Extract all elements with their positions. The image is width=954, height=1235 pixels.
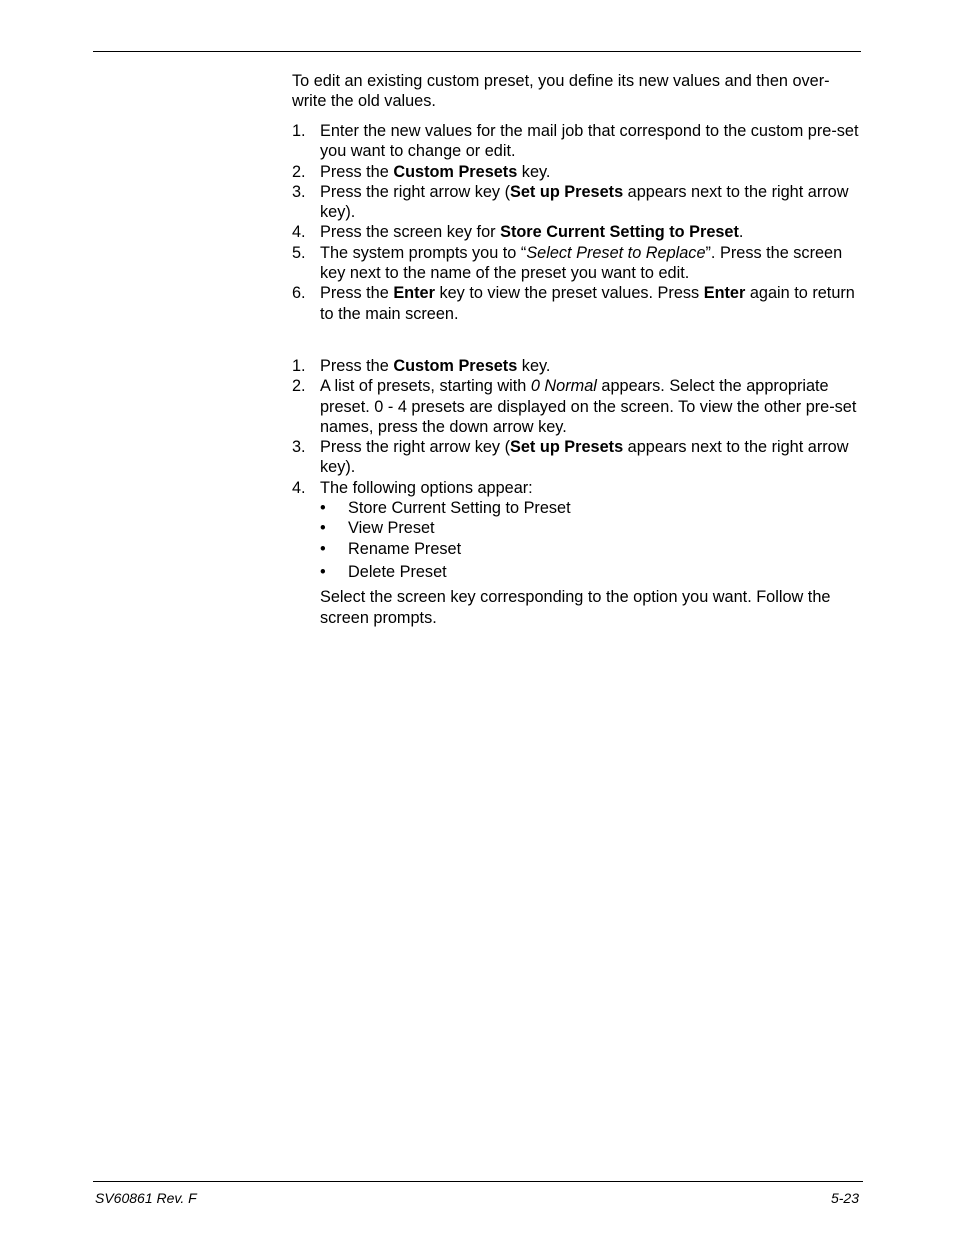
step-text: key. xyxy=(517,162,551,181)
edit-step-5 xyxy=(292,243,862,284)
key-name: Enter xyxy=(703,284,746,303)
manage-step-4 xyxy=(292,478,862,498)
step-text: The following options appear: xyxy=(320,478,533,497)
manage-step-2 xyxy=(292,376,862,437)
step-number: 4. xyxy=(292,478,306,497)
step-number: 2. xyxy=(292,377,306,396)
manage-preset-steps xyxy=(292,356,862,498)
bullet-icon: • xyxy=(320,539,326,558)
step-number: 1. xyxy=(292,122,306,140)
footer-rule xyxy=(93,1181,863,1182)
closing-paragraph: Select the screen key corresponding to the option you want. Follow the screen prompts. xyxy=(320,588,831,627)
step-number: 4. xyxy=(292,223,306,242)
step-number: 5. xyxy=(292,243,306,262)
step-text: ”. Press the screen key next to the name of the preset you want to edit. xyxy=(320,243,843,283)
step-number: 2. xyxy=(292,162,306,181)
key-name: Custom Presets xyxy=(393,356,518,375)
step-number: 3. xyxy=(292,438,306,457)
intro-paragraph: To edit an existing custom preset, you define its new values and then over-write the old values. xyxy=(292,72,830,111)
step-text: appears next to the right arrow key). xyxy=(320,182,849,222)
key-name: Enter xyxy=(393,284,435,303)
bullet-icon: • xyxy=(320,519,326,538)
step-number: 3. xyxy=(292,182,306,201)
step-text: . xyxy=(738,223,744,242)
edit-step-6 xyxy=(292,283,862,324)
options-list xyxy=(320,498,862,582)
step-text: Press the right arrow key ( xyxy=(320,182,511,201)
step-text: key. xyxy=(517,356,551,375)
key-name: Set up Presets xyxy=(510,438,624,457)
option-label: View Preset xyxy=(348,519,435,538)
step-text: Press the xyxy=(320,356,394,375)
option-item xyxy=(320,562,862,582)
bullet-icon: • xyxy=(320,499,326,518)
step-text: Press the screen key for xyxy=(320,223,501,242)
step-text: appears. Select the appropriate preset. 0 - 4 presets are displayed on the screen. To view the other pre-set names, press the down arrow key. xyxy=(320,377,857,436)
step-text: Press the xyxy=(320,284,394,303)
prompt-text: 0 Normal xyxy=(530,377,597,396)
step-number: 1. xyxy=(292,356,306,375)
step-text: key to view the preset values. Press xyxy=(434,284,704,303)
option-label: Rename Preset xyxy=(348,539,462,558)
manage-step-3 xyxy=(292,437,862,478)
edit-step-4 xyxy=(292,222,862,242)
key-name: Store Current Setting to Preset xyxy=(500,223,739,242)
step-text: Press the xyxy=(320,162,394,181)
option-item xyxy=(320,539,862,559)
key-name: Set up Presets xyxy=(510,182,624,201)
section-gap xyxy=(292,324,862,356)
edit-step-3 xyxy=(292,182,862,223)
option-label: Store Current Setting to Preset xyxy=(348,499,571,518)
step-text: A list of presets, starting with xyxy=(320,377,531,396)
step-number: 6. xyxy=(292,284,306,303)
step-text: appears next to the right arrow key). xyxy=(320,438,849,477)
step-text: Press the right arrow key ( xyxy=(320,438,511,457)
page-number: 5-23 xyxy=(830,1190,859,1206)
step-text: The system prompts you to “ xyxy=(320,243,527,262)
edit-step-2 xyxy=(292,162,862,182)
header-rule xyxy=(93,51,861,52)
option-item xyxy=(320,498,862,518)
edit-preset-steps xyxy=(292,121,862,324)
step-text: again to return to the main screen. xyxy=(320,284,855,323)
prompt-text: Select Preset to Replace xyxy=(526,243,706,262)
bullet-icon: • xyxy=(320,562,326,581)
option-label: Delete Preset xyxy=(348,562,447,581)
manage-step-1 xyxy=(292,356,862,376)
step-text: Enter the new values for the mail job that correspond to the custom pre-set you want to change or edit. xyxy=(320,122,859,161)
document-id: SV60861 Rev. F xyxy=(95,1190,197,1206)
key-name: Custom Presets xyxy=(393,162,518,181)
option-item xyxy=(320,518,862,538)
page-content xyxy=(292,71,862,628)
edit-step-1 xyxy=(292,121,862,162)
